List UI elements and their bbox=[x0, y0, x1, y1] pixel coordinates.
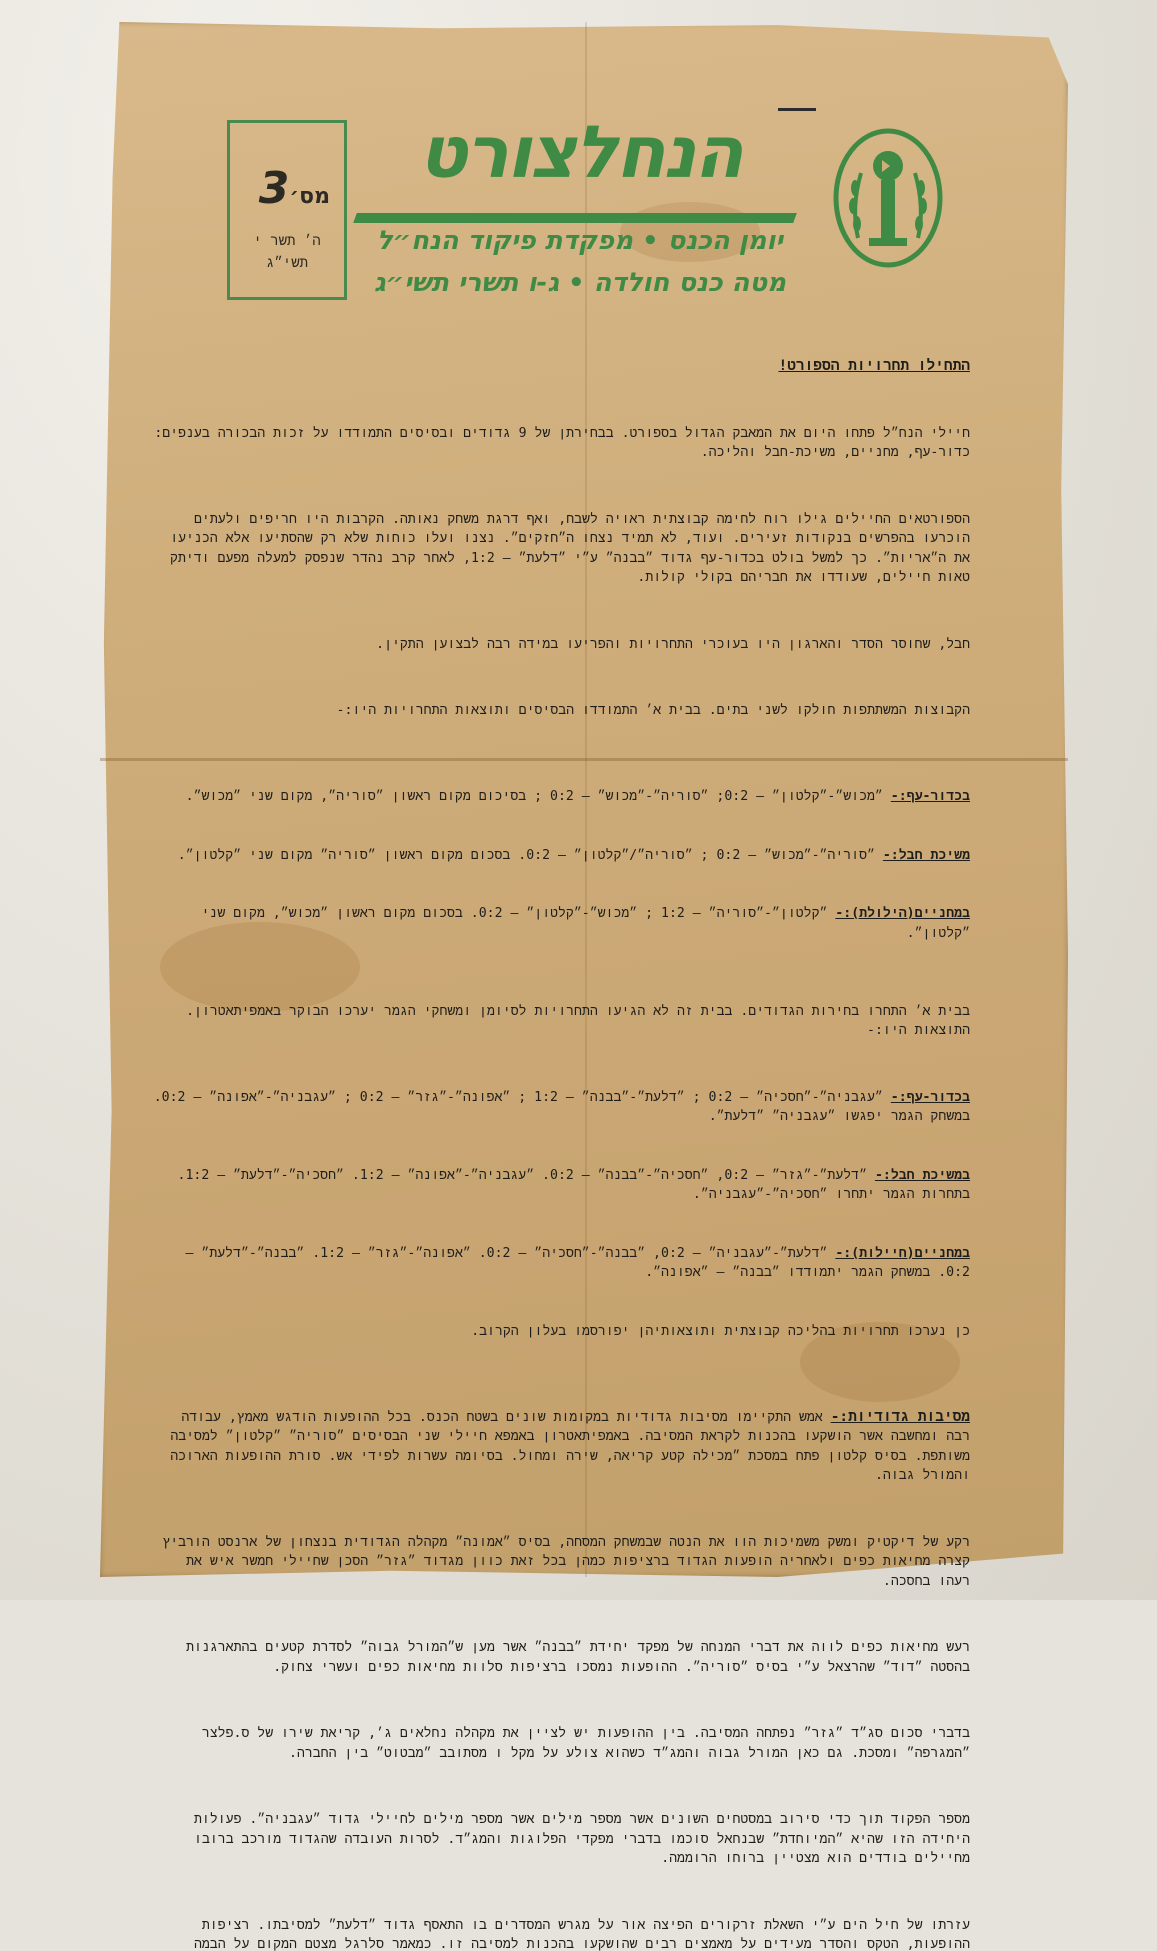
result-row: במחניים(הילולת):- ״קלטון״-״סוריה״ – 1:2 ; ״מכוש״-״קלטון״ – 0:2. בסכום מקום ראשון ״מכוש״, מקום שני ״קלטון״. bbox=[150, 904, 970, 943]
issue-date: ה׳ תשר י bbox=[230, 233, 344, 250]
article-paragraph: בדברי סכום סג״ד ״גזר״ נפתחה המסיבה. בין ההופעות יש לציין את מקהלה נחלאים ג׳, קריאת שירו של ס.פלצר ״המגרפה״ ומסכת. גם כאן המורל גבוה והמג״ד כשהוא צולע על מקל ו מסתובב ״מבטוט״ בין החברה. bbox=[150, 1724, 970, 1763]
title-underline bbox=[353, 213, 797, 223]
article-paragraph: מספר הפקוד תוך כדי סירוב במסטחים השונים אשר מספר מילים אשר מספר מילים לחיילי גדוד ״עגבניה״. פעולות היחידה הזו שהיא ״המיוחדת״ שבנחאל סוכמו בדברי מפקדי הפלוגות והמג״ד. לסרות העובדה שהגדוד מורכב ברובו מחיילים בודדים הוא מצטיין ברוחו הרוממה. bbox=[150, 1810, 970, 1869]
article-paragraph: רעש מחיאות כפים לווה את דברי המנחה של מפקד יחידת ״בבנה״ אשר מען ש״המורל גבוה״ לסדרת קטעים בהתארגנות בהסטה ״דוד״ שהרצאל ע״י בסיס ״סוריה״. ההופעות נמסכו ברציפות סלוות מחיאות כפים ועשרי צחוק. bbox=[150, 1638, 970, 1677]
article-paragraph-parties: מסיבות גדודיות:- אמש התקיימו מסיבות גדודיות במקומות שונים בשטח הכנס. בכל ההופעות הודגש מאמץ, עבודה רבה ומחשבה אשר הושקעו בהכנות לקראת המסיבה. באמפיתאטרון באמפא חיילי שני הבסיסים ״סוריה״ ״קלטון״ למסיבה משותפת. בסיס קלטון פתח במסכת ״מכילה קטע קריאה, שירה ומחול. בסיומה עשרות לפידי אש. סורת ההופעות הארוכה והמורל גבוה. bbox=[150, 1408, 970, 1486]
result-row: במשיכת חבל:- ״דלעת״-״גזר״ – 0:2, ״חסכיה״-״בבנה״ – 0:2. ״עגבניה״-״אפונה״ – 1:2. ״חסכיה״-״דלעת״ – 1:2. בתחרות הגמר יתחרו ״חסכיה״-״עגבניה״. bbox=[150, 1166, 970, 1205]
result-row: משיכת חבל:- ״סוריה״-״מכוש״ – 0:2 ; ״סוריה״/״קלטון״ – 0:2. בסכום מקום ראשון ״סוריה״ מקום שני ״קלטון״. bbox=[150, 846, 970, 866]
issue-year: תשי״ג bbox=[230, 255, 344, 272]
result-row: במחניים(חיילות):- ״דלעת״-״עגבניה״ – 0:2, ״בבנה״-״חסכיה״ – 0:2. ״אפונה״-״גזר״ – 1:2. ״בבנה״-״דלעת״ – 0:2. במשחק הגמר יתמודדו ״בבנה״ – ״אפונה״. bbox=[150, 1244, 970, 1283]
article-paragraph: עזרתו של חיל הים ע״י השאלת זרקורים הפיצה אור על מגרש המסדרים בו התאסף גדוד ״דלעת״ למסיבתו. רציפות ההופעות, הטקס והסדר מעידים על מאמצים רבים שהושקעו בהכנות למסיבה זו. כמאמר סלרגל מצטם המקום על הבמה bbox=[150, 1916, 970, 1951]
result-row: בכדור-עף:- ״מכוש״-״קלטון״ – 0:2; ״סוריה״-״מכוש״ – 0:2 ; בסיכום מקום ראשון ״סוריה״, מקום שני ״מכוש״. bbox=[150, 787, 970, 807]
article-heading-parties: מסיבות גדודיות:- bbox=[831, 1409, 970, 1425]
article-paragraph: חבל, שחוסר הסדר והארגון היו בעוכרי התחרויות והפריעו במידה רבה לבצוען התקין. bbox=[150, 635, 970, 655]
article-paragraph: כן נערכו תחרויות בהליכה קבוצתית ותוצאותיהן יפורסמו בעלון הקרוב. bbox=[150, 1322, 970, 1342]
newsletter-title: הנחלצורט bbox=[365, 110, 795, 194]
article-paragraph: הקבוצות המשתתפות חולקו לשני בתים. בבית א׳ התמודדו הבסיסים ותוצאות התחרויות היו:- bbox=[150, 701, 970, 721]
article-paragraph: הספורטאים החיילים גילו רוח לחימה קבוצתית ראויה לשבח, ואף דרגת משחק נאותה. הקרבות היו חריפים ולעתים הוכרעו בהפרשים בנקודות זעירים. ועוד, לא תמיד נצחו ה״חזקים״. נצנו ועלו כוחות שלא רק שהסתיעו אלא הכניעו את ה״אריות״. כך למשל בולט בכדור-עף גדוד ״בבנה״ ע״י ״דלעת״ – 1:2, לאחר קרב נהדר שנפסק למעלה מפעם ודיתק טאות חיילים, שעודדו את חבריהם בקולי קולות. bbox=[150, 510, 970, 588]
issue-number: 3מס׳ bbox=[259, 163, 330, 214]
issue-box bbox=[227, 120, 347, 300]
newsletter-body bbox=[150, 318, 970, 1951]
article-heading-sports: התחילו תחרויות הספורט! bbox=[150, 357, 970, 377]
subtitle-line-1: יומן הכנס • מפקדת פיקוד הנח״ל bbox=[355, 226, 805, 256]
article-paragraph: חיילי הנח״ל פתחו היום את המאבק הגדול בספורט. בבחירתן של 9 גדודים ובסיסים התמודדו על זכות הבכורה בענפים: כדור-עף, מחניים, משיכת-חבל והליכה. bbox=[150, 424, 970, 463]
result-row: בכדור-עף:- ״עגבניה״-״חסכיה״ – 0:2 ; ״דלעת״-״בבנה״ – 1:2 ; ״אפונה״-״גזר״ – 0:2 ; ״עגבניה״-״אפונה״ – 0:2. במשחק הגמר יפגשו ״עגבניה״ ״דלעת״. bbox=[150, 1088, 970, 1127]
article-paragraph: בבית א׳ התחרו בחירות הגדודים. בבית זה לא הגיעו התחרויות לסיומן ומשחקי הגמר יערכו הבוקר באמפיתאטרון. התוצאות היו:- bbox=[150, 1002, 970, 1041]
subtitle-line-2: מטה כנס חולדה • ג-ו תשרי תשי״ג bbox=[355, 268, 805, 298]
article-paragraph: רקע של דיקטיק ומשק משמיכות הוו את הנטה שבמשחק המסחה, בסיס ״אמונה״ מקהלה הגדודית בנצחון של ארנסט הורביץ קצרה מחיאות כפים ולאחריה הופעות הגדוד ברציפות כמהן בכל זאת כוון מגדוד ״גזר״ הסכן שחיילי חמשר איש את רעהו בחסכה. bbox=[150, 1533, 970, 1592]
nahal-emblem-icon bbox=[833, 128, 943, 268]
